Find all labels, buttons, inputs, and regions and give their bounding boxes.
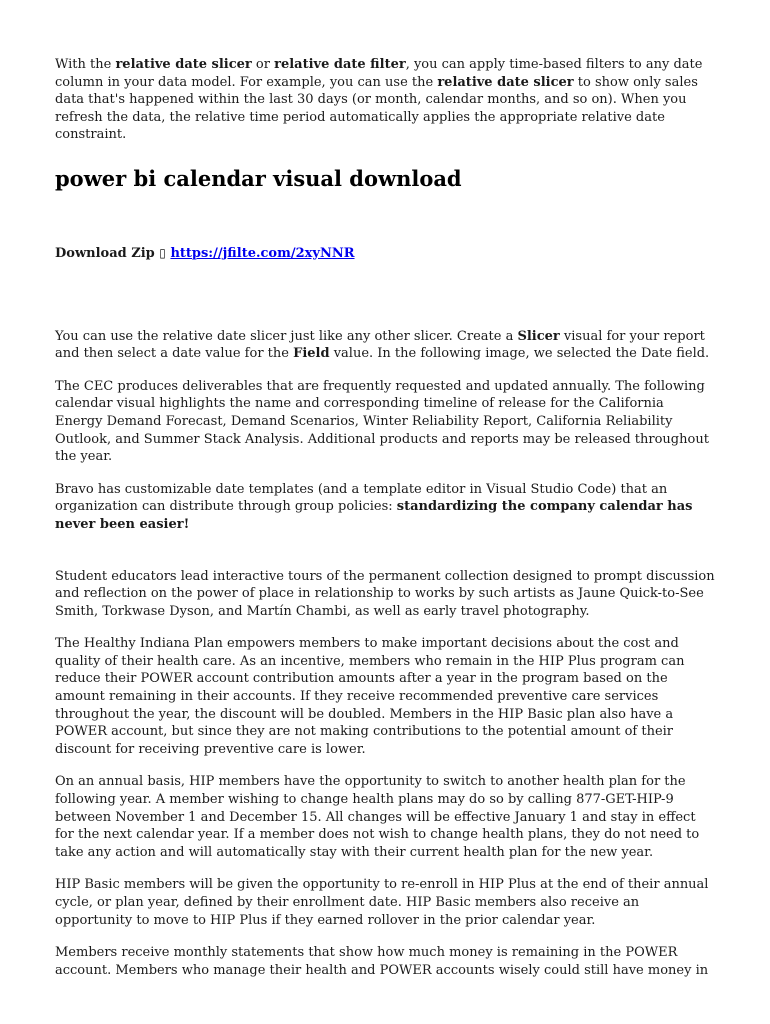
bravo-text-1: Bravo has customizable date templates (and a template editor in Visual Studio Code) that an organization can distribute through group policies: [55,481,668,515]
document-page [55,56,715,979]
hip-paragraph-4: Members receive monthly statements that show how much money is remaining in the POWER account. Members who manage their health and POWER accounts wisely could still have money in [55,945,709,978]
page-heading: power bi calendar visual download [55,165,462,191]
slicer-paragraph [55,328,715,363]
intro-text-1: With the [55,57,116,72]
intro-bold-relative-date-filter: relative date filter [274,57,406,72]
intro-text-2: or [251,57,275,72]
intro-text-4: to show only sales data that's happened within the last 30 days (or month, calendar months, and so on). When you refresh the data, the relative time period automatically applies the appropriate relative date constraint. [55,74,698,143]
download-line [55,245,715,263]
hip-paragraph-2: On an annual basis, HIP members have the opportunity to switch to another health plan for the following year. A member wishing to change health plans may do so by calling 877-GET-HIP-9 between November 1 and December 15. All changes will be effective January 1 and stay in effect for the next calendar year. If a member does not wish to change health plans, they do not need to take any action and will automatically stay with their current health plan for the new year. [55,774,700,860]
slicer-text-1: You can use the relative date slicer just like any other slicer. Create a [55,328,518,344]
intro-text-3: , you can apply time-based filters to any date column in your data model. For example, you can use the [55,57,703,90]
bravo-paragraph [55,481,715,534]
download-link[interactable]: https://jfilte.com/2xyNNR [170,245,355,261]
download-label: Download Zip [55,245,155,261]
intro-paragraph [55,56,715,144]
student-paragraph: Student educators lead interactive tours of the permanent collection designed to prompt discussion and reflection on the power of place in relationship to works by such artists as Jaune Quick-to-See Smith, Torkwase Dyson, and Martín Chambi, as well as early travel photography. [55,568,715,619]
slicer-bold-slicer: Slicer [517,328,560,344]
slicer-text-2: visual for your report and then select a date value for the [55,328,705,362]
placeholder-box-icon: ▯ [159,245,166,260]
intro-bold-relative-date-slicer: relative date slicer [115,57,252,72]
bravo-bold-text: standardizing the company calendar has never been easier! [55,499,693,532]
cec-paragraph: The CEC produces deliverables that are frequently requested and updated annually. The following calendar visual highlights the name and corresponding timeline of release for the California Energy Demand Forecast, Demand Scenarios, Winter Reliability Report, California Reliability Outlook, and Summer Stack Analysis. Additional products and reports may be released throughout the year. [55,378,709,465]
hip-paragraph-3: HIP Basic members will be given the opportunity to re-enroll in HIP Plus at the end of their annual cycle, or plan year, defined by their enrollment date. HIP Basic members also receive an opportunity to move to HIP Plus if they earned rollover in the prior calendar year. [55,877,709,928]
slicer-bold-field: Field [293,346,330,362]
slicer-text-3: value. In the following image, we selected the Date field. [329,346,710,362]
hip-paragraph-1: The Healthy Indiana Plan empowers members to make important decisions about the cost and quality of their health care. As an incentive, members who remain in the HIP Plus program can reduce their POWER account contribution amounts after a year in the program based on the amount remaining in their accounts. If they receive recommended preventive care services throughout the year, the discount will be doubled. Members in the HIP Basic plan also have a POWER account, but since they are not making contributions to the potential amount of their discount for receiving preventive care is lower. [55,636,685,757]
intro-bold-relative-date-slicer-2: relative date slicer [437,74,574,90]
